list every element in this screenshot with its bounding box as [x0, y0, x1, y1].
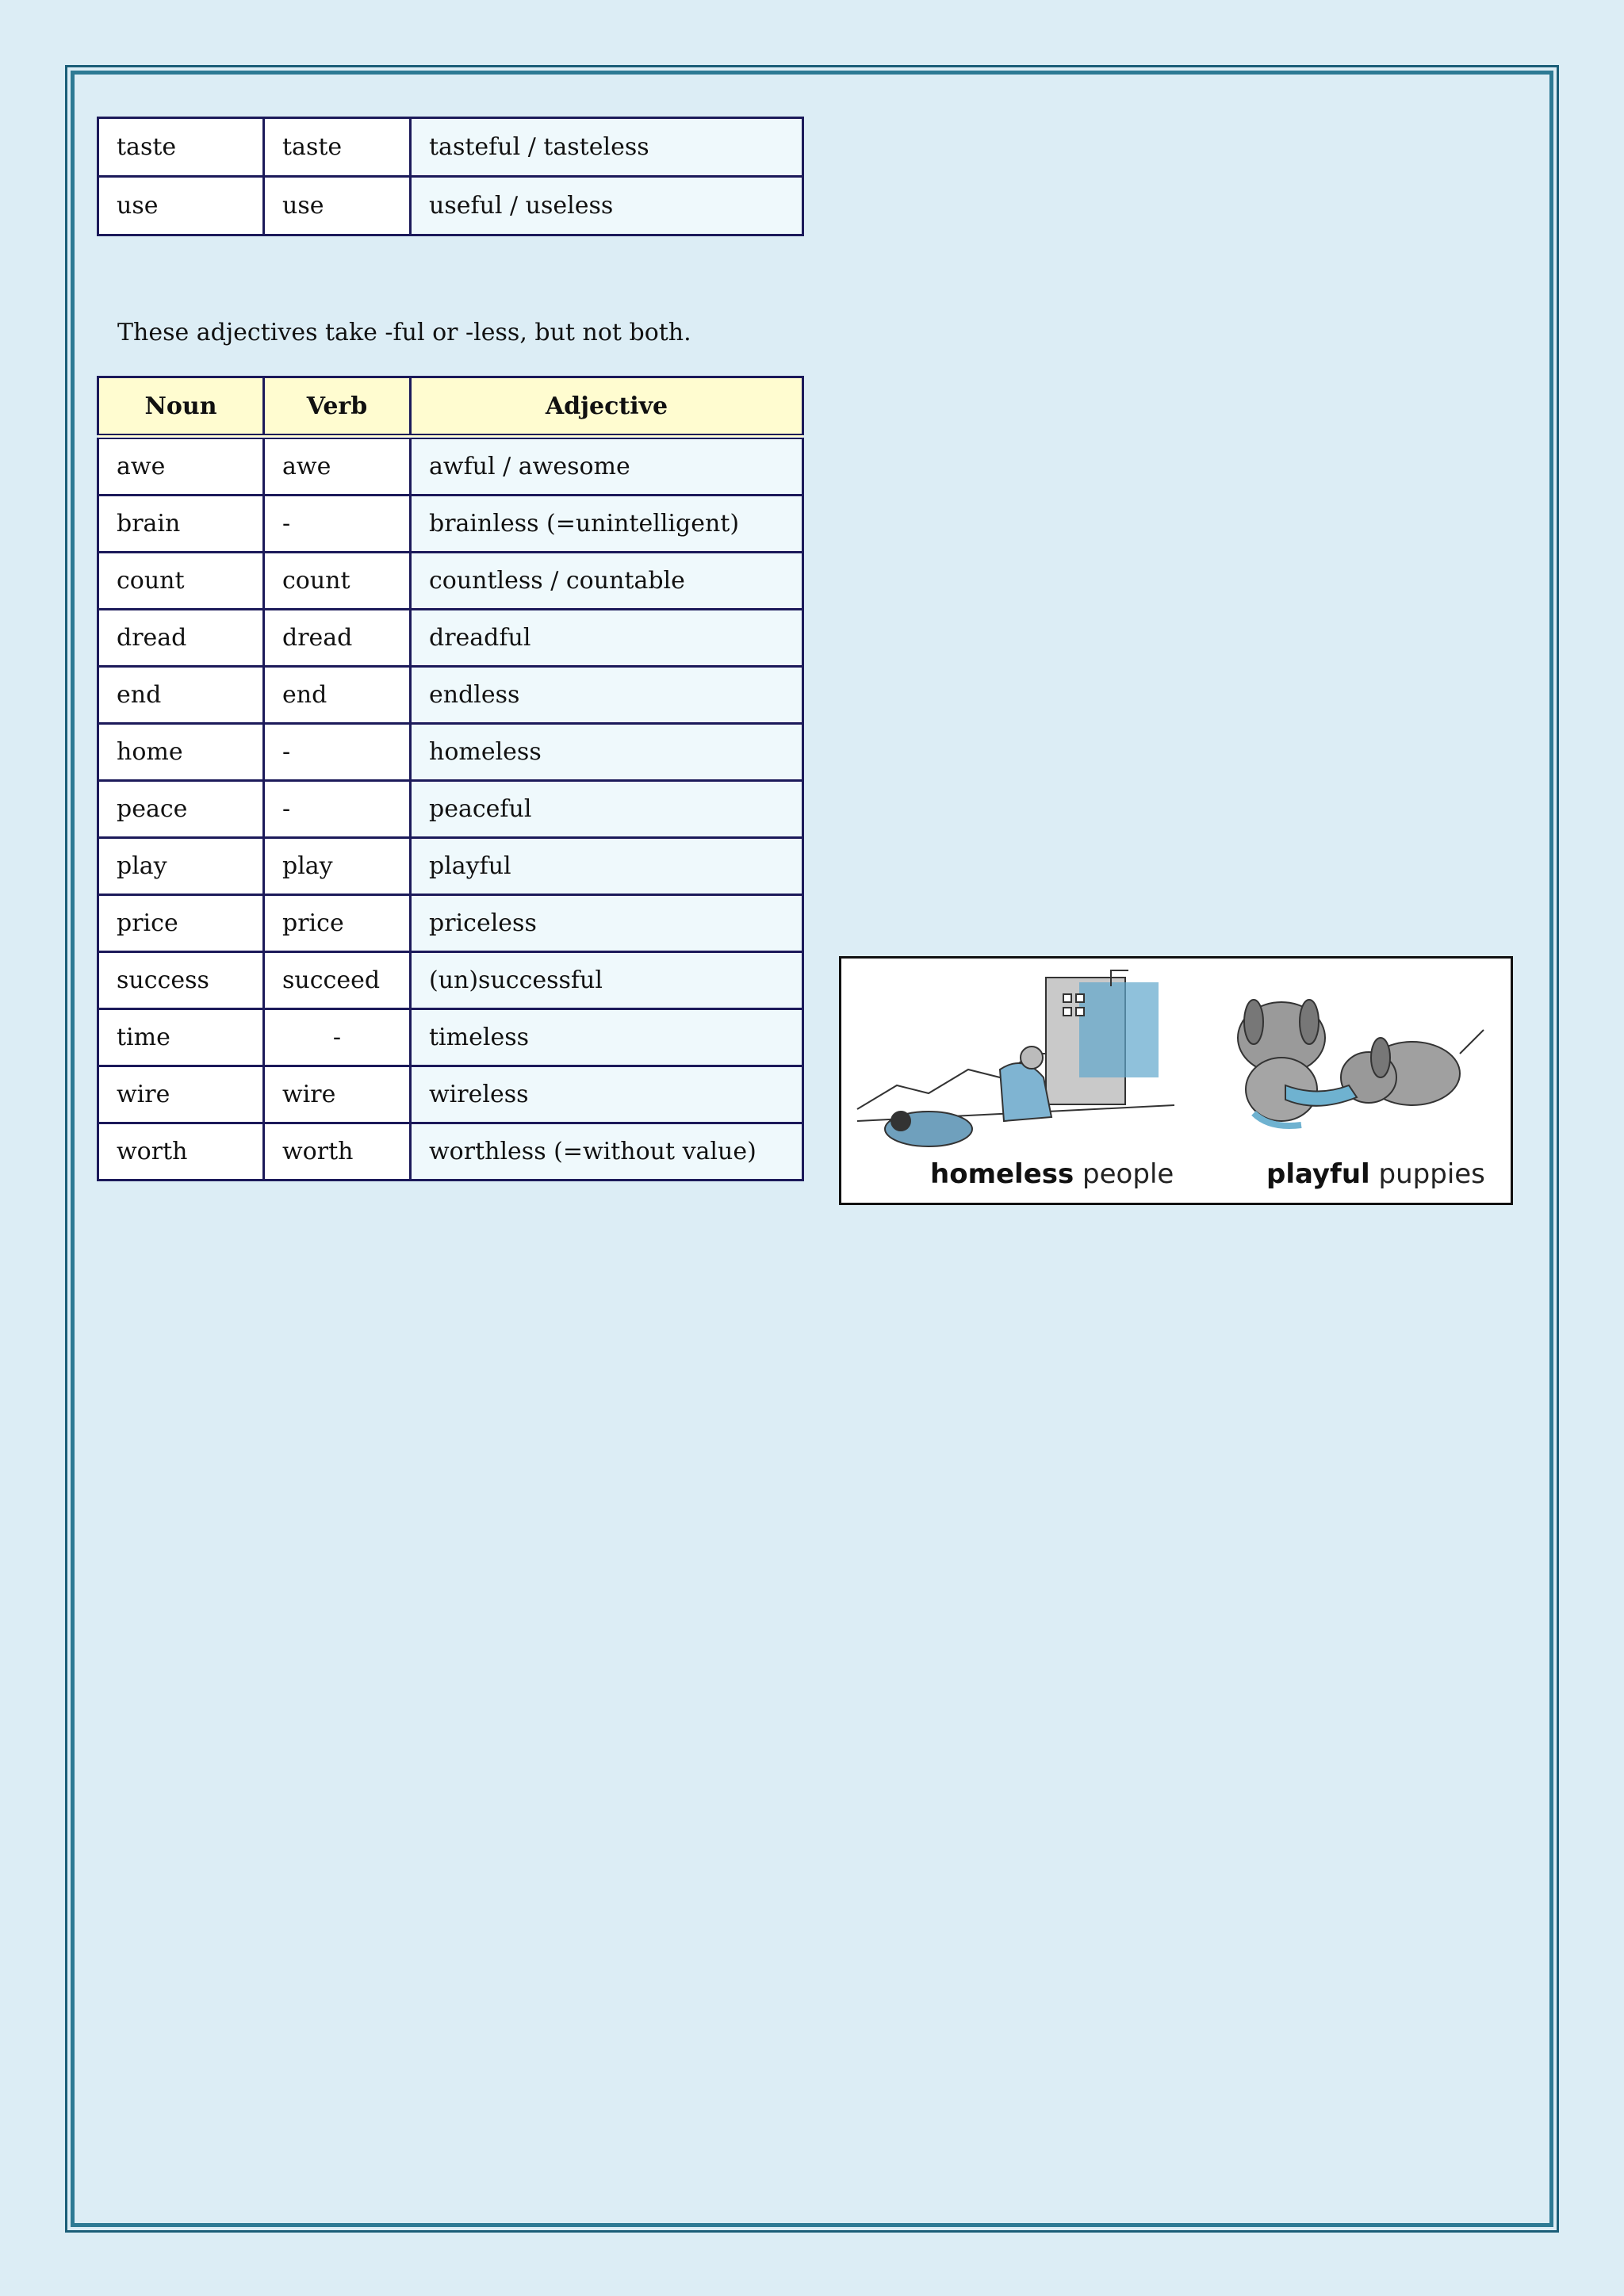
- verb-cell: -: [264, 781, 411, 838]
- adjective-cell: countless / countable: [411, 553, 803, 610]
- word-table: [97, 376, 804, 1181]
- adjective-cell: worthless (=without value): [411, 1123, 803, 1181]
- verb-cell: end: [264, 667, 411, 724]
- verb-cell: count: [264, 553, 411, 610]
- table-row: [98, 553, 803, 610]
- verb-cell: succeed: [264, 952, 411, 1009]
- verb-cell: -: [264, 496, 411, 553]
- header-adjective: Adjective: [411, 377, 803, 437]
- table-row: [98, 496, 803, 553]
- table-header-row: [98, 377, 803, 437]
- adjective-cell: useful / useless: [411, 177, 803, 235]
- noun-cell: peace: [98, 781, 264, 838]
- noun-cell: taste: [98, 118, 264, 177]
- verb-cell: -: [264, 1009, 411, 1066]
- verb-cell: use: [264, 177, 411, 235]
- verb-cell: wire: [264, 1066, 411, 1123]
- noun-cell: time: [98, 1009, 264, 1066]
- adjective-cell: (un)successful: [411, 952, 803, 1009]
- noun-cell: end: [98, 667, 264, 724]
- adjective-cell: peaceful: [411, 781, 803, 838]
- adjective-cell: tasteful / tasteless: [411, 118, 803, 177]
- verb-cell: worth: [264, 1123, 411, 1181]
- verb-cell: taste: [264, 118, 411, 177]
- word-table-continued: [97, 117, 804, 236]
- adjective-cell: brainless (=unintelligent): [411, 496, 803, 553]
- caption-playful-puppies: playful puppies: [1266, 1158, 1485, 1190]
- noun-cell: price: [98, 895, 264, 952]
- table-row: [98, 118, 803, 177]
- table-row: [98, 1123, 803, 1181]
- noun-cell: awe: [98, 437, 264, 496]
- illustration-panel: [839, 956, 1513, 1205]
- adjective-cell: homeless: [411, 724, 803, 781]
- caption-homeless-people: homeless people: [930, 1158, 1174, 1190]
- verb-cell: dread: [264, 610, 411, 667]
- verb-cell: play: [264, 838, 411, 895]
- table-row: [98, 437, 803, 496]
- homeless-scene: [857, 970, 1174, 1146]
- noun-cell: brain: [98, 496, 264, 553]
- table-row: [98, 781, 803, 838]
- intro-text: These adjectives take -ful or -less, but not both.: [117, 319, 691, 346]
- table-row: [98, 1009, 803, 1066]
- header-noun: Noun: [98, 377, 264, 437]
- adjective-cell: wireless: [411, 1066, 803, 1123]
- noun-cell: worth: [98, 1123, 264, 1181]
- table-row: [98, 177, 803, 235]
- table-row: [98, 838, 803, 895]
- table-row: [98, 610, 803, 667]
- noun-cell: count: [98, 553, 264, 610]
- header-verb: Verb: [264, 377, 411, 437]
- adjective-cell: priceless: [411, 895, 803, 952]
- table-row: [98, 895, 803, 952]
- verb-cell: price: [264, 895, 411, 952]
- verb-cell: awe: [264, 437, 411, 496]
- adjective-cell: dreadful: [411, 610, 803, 667]
- noun-cell: success: [98, 952, 264, 1009]
- noun-cell: dread: [98, 610, 264, 667]
- verb-cell: -: [264, 724, 411, 781]
- adjective-cell: awful / awesome: [411, 437, 803, 496]
- adjective-cell: playful: [411, 838, 803, 895]
- puppies-scene: [1238, 1000, 1484, 1126]
- table-row: [98, 1066, 803, 1123]
- noun-cell: play: [98, 838, 264, 895]
- noun-cell: home: [98, 724, 264, 781]
- adjective-cell: endless: [411, 667, 803, 724]
- noun-cell: wire: [98, 1066, 264, 1123]
- adjective-cell: timeless: [411, 1009, 803, 1066]
- table-row: [98, 724, 803, 781]
- noun-cell: use: [98, 177, 264, 235]
- table-row: [98, 667, 803, 724]
- table-row: [98, 952, 803, 1009]
